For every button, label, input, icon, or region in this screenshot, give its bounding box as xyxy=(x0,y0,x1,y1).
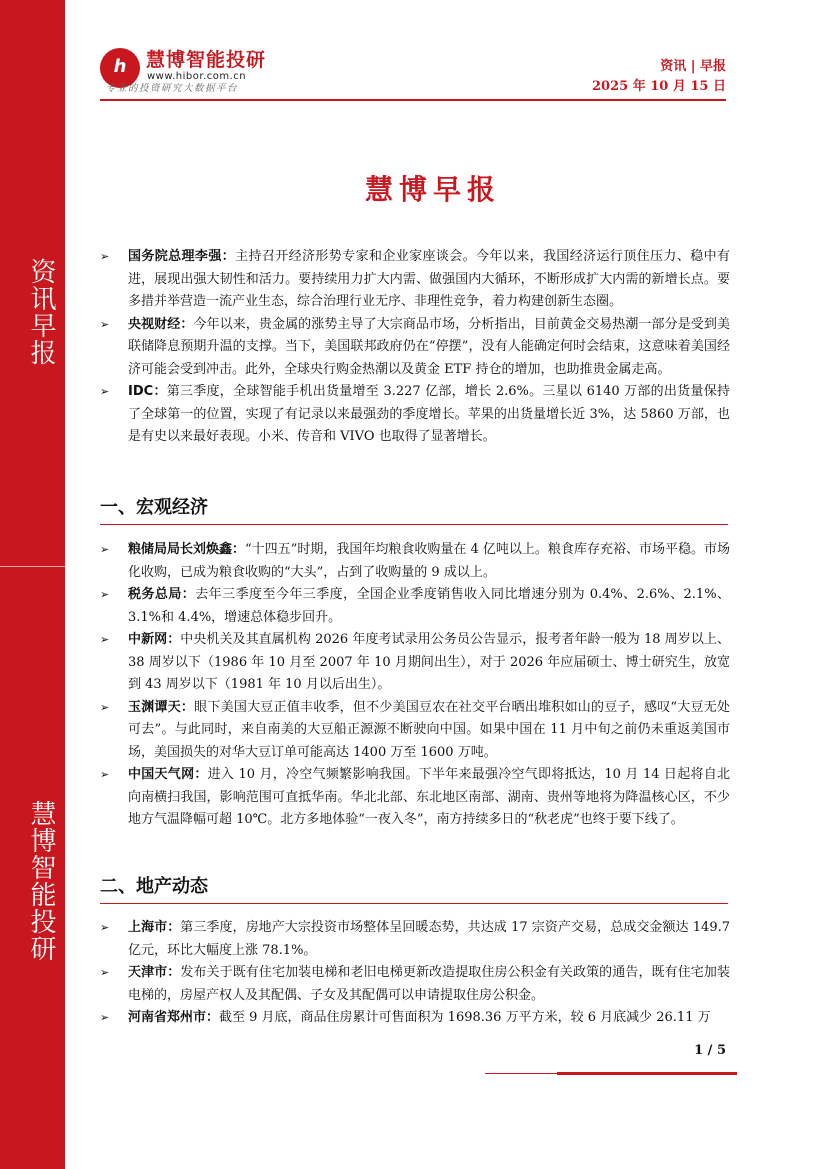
logo-slogan: 专业的投资研究大数据平台 xyxy=(106,83,239,94)
report-date: 2025 年 10 月 15 日 xyxy=(592,79,726,94)
section-heading-property: 二、地产动态 xyxy=(100,876,208,897)
list-item: ➢ 上海市：第三季度，房地产大宗投资市场整体呈回暖态势，共达成 17 宗资产交易，总成交金额达 149.7 亿元，环比大幅度上涨 78.1%。 xyxy=(100,917,730,962)
bullet-arrow-icon: ➢ xyxy=(100,700,110,714)
list-item: ➢ 粮储局局长刘焕鑫：“十四五”时期，我国年均粮食收购量在 4 亿吨以上。粮食库存充裕、市场平稳。市场化收购，已成为粮食收购的“大头”，占到了收购量的 9 成以上。 xyxy=(100,539,730,584)
header-divider xyxy=(100,99,726,101)
side-label-briefing: 资讯早报 xyxy=(26,258,56,366)
list-item: ➢ IDC：第三季度，全球智能手机出货量增至 3.227 亿部，增长 2.6%。三星以 6140 万部的出货量保持了全球第一的位置，实现了有记录以来最强劲的季度增长。苹果的出货量增长近 3%，达 5860 万部，也是有史以来最好表现。小米、传音和 VIVO 也取得了显著增长。 xyxy=(100,381,730,449)
bullet-arrow-icon: ➢ xyxy=(100,633,110,646)
bullet-arrow-icon: ➢ xyxy=(100,921,110,934)
bullet-arrow-icon: ➢ xyxy=(100,966,110,979)
list-item: ➢ 天津市：发布关于既有住宅加装电梯和老旧电梯更新改造提取住房公积金有关政策的通告，既有住宅加装电梯的，房屋产权人及其配偶、子女及其配偶可以申请提取住房公积金。 xyxy=(100,962,730,1007)
side-divider xyxy=(0,566,65,567)
page-title: 慧博早报 xyxy=(364,173,501,206)
bullet-arrow-icon: ➢ xyxy=(100,768,110,781)
list-item: ➢ 玉渊谭天：眼下美国大豆正值丰收季，但不少美国豆农在社交平台晒出堆积如山的豆子，感叹“大豆无处可去”。与此同时，来自南美的大豆船正源源不断驶向中国。如果中国在 11 月中旬之前仍未重返美国市场，美国损失的对华大豆订单可能高达 1400 万至 1600 万吨。 xyxy=(100,697,730,765)
macro-list xyxy=(100,539,730,832)
logo-name: 慧博智能投研 xyxy=(146,49,267,71)
logo-url: www.hibor.com.cn xyxy=(147,71,247,82)
footer-accent-bar xyxy=(557,1072,737,1075)
property-list xyxy=(100,917,730,1030)
list-item: ➢ 中国天气网：进入 10 月，冷空气频繁影响我国。下半年来最强冷空气即将抵达，10 月 14 日起将自北向南横扫我国，影响范围可直抵华南。华北北部、东北地区南部、湖南、贵州等地将为降温核心区，不少地方气温降幅可超 10℃。北方多地体验“一夜入冬”，南方持续多日的“秋老虎”也终于要下线了。 xyxy=(100,764,730,832)
bullet-arrow-icon: ➢ xyxy=(100,588,110,601)
page-number: 1 / 5 xyxy=(694,1043,726,1058)
list-item: ➢ 河南省郑州市：截至 9 月底，商品住房累计可售面积为 1698.36 万平方米，较 6 月底减少 26.11 万 xyxy=(100,1007,730,1030)
section-divider xyxy=(100,903,728,904)
list-item: ➢ 央视财经：今年以来，贵金属的涨势主导了大宗商品市场，分析指出，目前黄金交易热潮一部分是受到美联储降息预期升温的支撑。当下，美国联邦政府仍在“停摆”，没有人能确定何时会结束，这意味着美国经济可能会受到冲击。此外，全球央行购金热潮以及黄金 ETF 持仓的增加，也助推贵金属走高。 xyxy=(100,314,730,382)
brand-logo[interactable] xyxy=(100,48,280,100)
bullet-arrow-icon: ➢ xyxy=(100,543,110,556)
bullet-arrow-icon: ➢ xyxy=(100,317,110,331)
bullet-arrow-icon: ➢ xyxy=(100,250,110,263)
list-item: ➢ 税务总局：去年三季度至今年三季度，全国企业季度销售收入同比增速分别为 0.4%、2.6%、2.1%、3.1%和 4.4%，增速总体稳步回升。 xyxy=(100,584,730,629)
report-category: 资讯 | 早报 xyxy=(660,59,726,74)
section-heading-macro: 一、宏观经济 xyxy=(100,497,208,518)
list-item: ➢ 中新网：中央机关及其直属机构 2026 年度考试录用公务员公告显示，报考者年龄一般为 18 周岁以上、38 周岁以下（1986 年 10 月至 2007 年 10 月期间出生），对于 2026 年应届硕士、博士研究生，放宽到 43 周岁以下（1981 年 10 月以后出生）。 xyxy=(100,629,730,697)
list-item: ➢ 国务院总理李强：主持召开经济形势专家和企业家座谈会。今年以来，我国经济运行顶住压力、稳中有进，展现出强大韧性和活力。要持续用力扩大内需、做强国内大循环，不断形成扩大内需的新增长点。要多措并举营造一流产业生态，综合治理行业无序、非理性竞争，着力构建创新生态圈。 xyxy=(100,246,730,314)
side-label-brand: 慧博智能投研 xyxy=(26,800,56,962)
intro-list xyxy=(100,246,730,449)
bullet-arrow-icon: ➢ xyxy=(100,1011,110,1024)
bullet-arrow-icon: ➢ xyxy=(100,385,110,398)
logo-icon: h xyxy=(100,48,140,88)
section-divider xyxy=(100,524,728,525)
